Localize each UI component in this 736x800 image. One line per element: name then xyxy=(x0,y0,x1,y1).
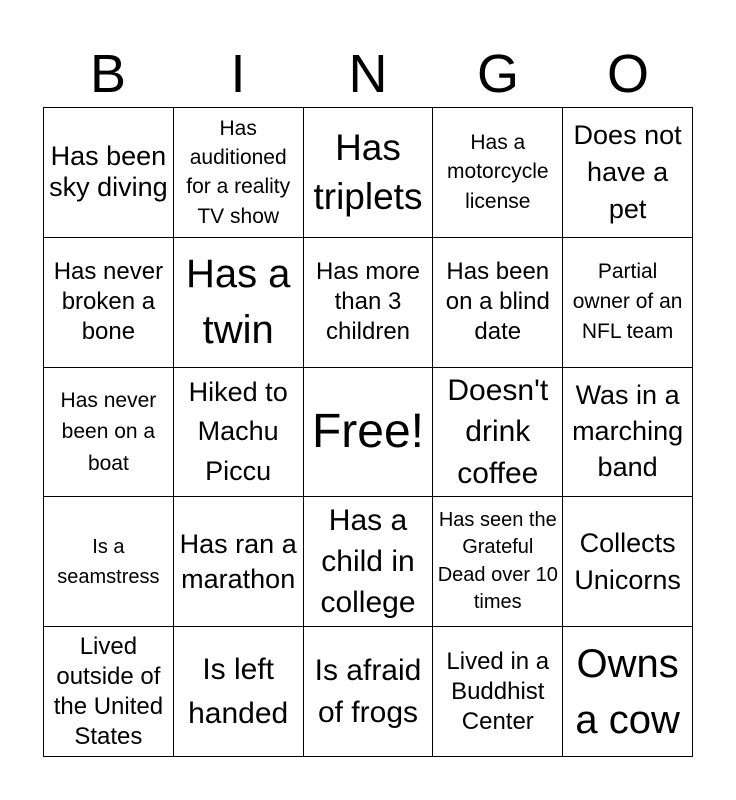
cell-text: Has never broken a bone xyxy=(53,258,164,346)
header-letter-i: I xyxy=(230,44,246,104)
bingo-cell[interactable] xyxy=(563,108,693,238)
cell-text: Has a twin xyxy=(185,252,291,353)
bingo-cell[interactable] xyxy=(304,108,434,238)
cell-text: Lived in a Buddhist Center xyxy=(446,647,550,735)
cell-text: Has auditioned for a reality TV show xyxy=(186,116,291,228)
cell-text: Has more than 3 children xyxy=(315,258,420,346)
bingo-cell[interactable] xyxy=(44,497,174,627)
bingo-cell[interactable] xyxy=(563,497,693,627)
cell-text: Free! xyxy=(311,404,424,458)
bingo-cell[interactable] xyxy=(44,627,174,757)
bingo-cell[interactable] xyxy=(433,368,563,498)
bingo-cell[interactable] xyxy=(563,627,693,757)
cell-text: Lived outside of the United States xyxy=(53,632,164,750)
bingo-cell[interactable] xyxy=(433,108,563,238)
bingo-cell[interactable] xyxy=(44,108,174,238)
bingo-cell[interactable] xyxy=(563,238,693,368)
cell-text: Collects Unicorns xyxy=(574,528,681,595)
cell-text: Has never been on a boat xyxy=(60,388,157,475)
cell-text: Has seen the Grateful Dead over 10 times xyxy=(437,508,558,614)
cell-text: Is a seamstress xyxy=(57,535,160,588)
cell-text: Has been sky diving xyxy=(49,140,168,203)
bingo-cell[interactable] xyxy=(174,238,304,368)
cell-text: Owns a cow xyxy=(575,641,680,742)
bingo-cell[interactable] xyxy=(304,238,434,368)
cell-text: Has a motorcycle license xyxy=(447,130,549,214)
cell-text: Doesn't drink coffee xyxy=(447,373,549,490)
bingo-cell[interactable] xyxy=(433,238,563,368)
cell-text: Partial owner of an NFL team xyxy=(572,259,683,344)
bingo-cell[interactable] xyxy=(563,368,693,498)
bingo-grid xyxy=(43,107,693,757)
bingo-cell[interactable] xyxy=(44,368,174,498)
cell-text: Has ran a marathon xyxy=(179,528,297,594)
bingo-cell[interactable] xyxy=(433,627,563,757)
cell-text: Was in a marching band xyxy=(572,380,684,482)
header-letter-g: G xyxy=(476,44,519,104)
bingo-cell[interactable] xyxy=(174,368,304,498)
cell-text: Has a child in college xyxy=(320,503,416,620)
header-letter-n: N xyxy=(348,44,388,104)
bingo-cell[interactable] xyxy=(174,108,304,238)
cell-text: Is left handed xyxy=(188,653,289,730)
header-letter-b: B xyxy=(89,44,127,104)
bingo-header xyxy=(43,42,693,106)
bingo-cell[interactable] xyxy=(304,497,434,627)
bingo-cell[interactable] xyxy=(174,627,304,757)
bingo-cell[interactable] xyxy=(433,497,563,627)
cell-text: Has been on a blind date xyxy=(445,258,550,346)
header-letter-o: O xyxy=(606,44,649,104)
cell-text: Does not have a pet xyxy=(573,119,682,225)
cell-text: Hiked to Machu Piccu xyxy=(188,377,288,486)
bingo-cell[interactable] xyxy=(44,238,174,368)
bingo-cell[interactable] xyxy=(304,627,434,757)
cell-text: Has triplets xyxy=(313,127,423,218)
cell-text: Is afraid of frogs xyxy=(314,654,422,729)
bingo-cell[interactable] xyxy=(304,368,434,498)
bingo-cell[interactable] xyxy=(174,497,304,627)
